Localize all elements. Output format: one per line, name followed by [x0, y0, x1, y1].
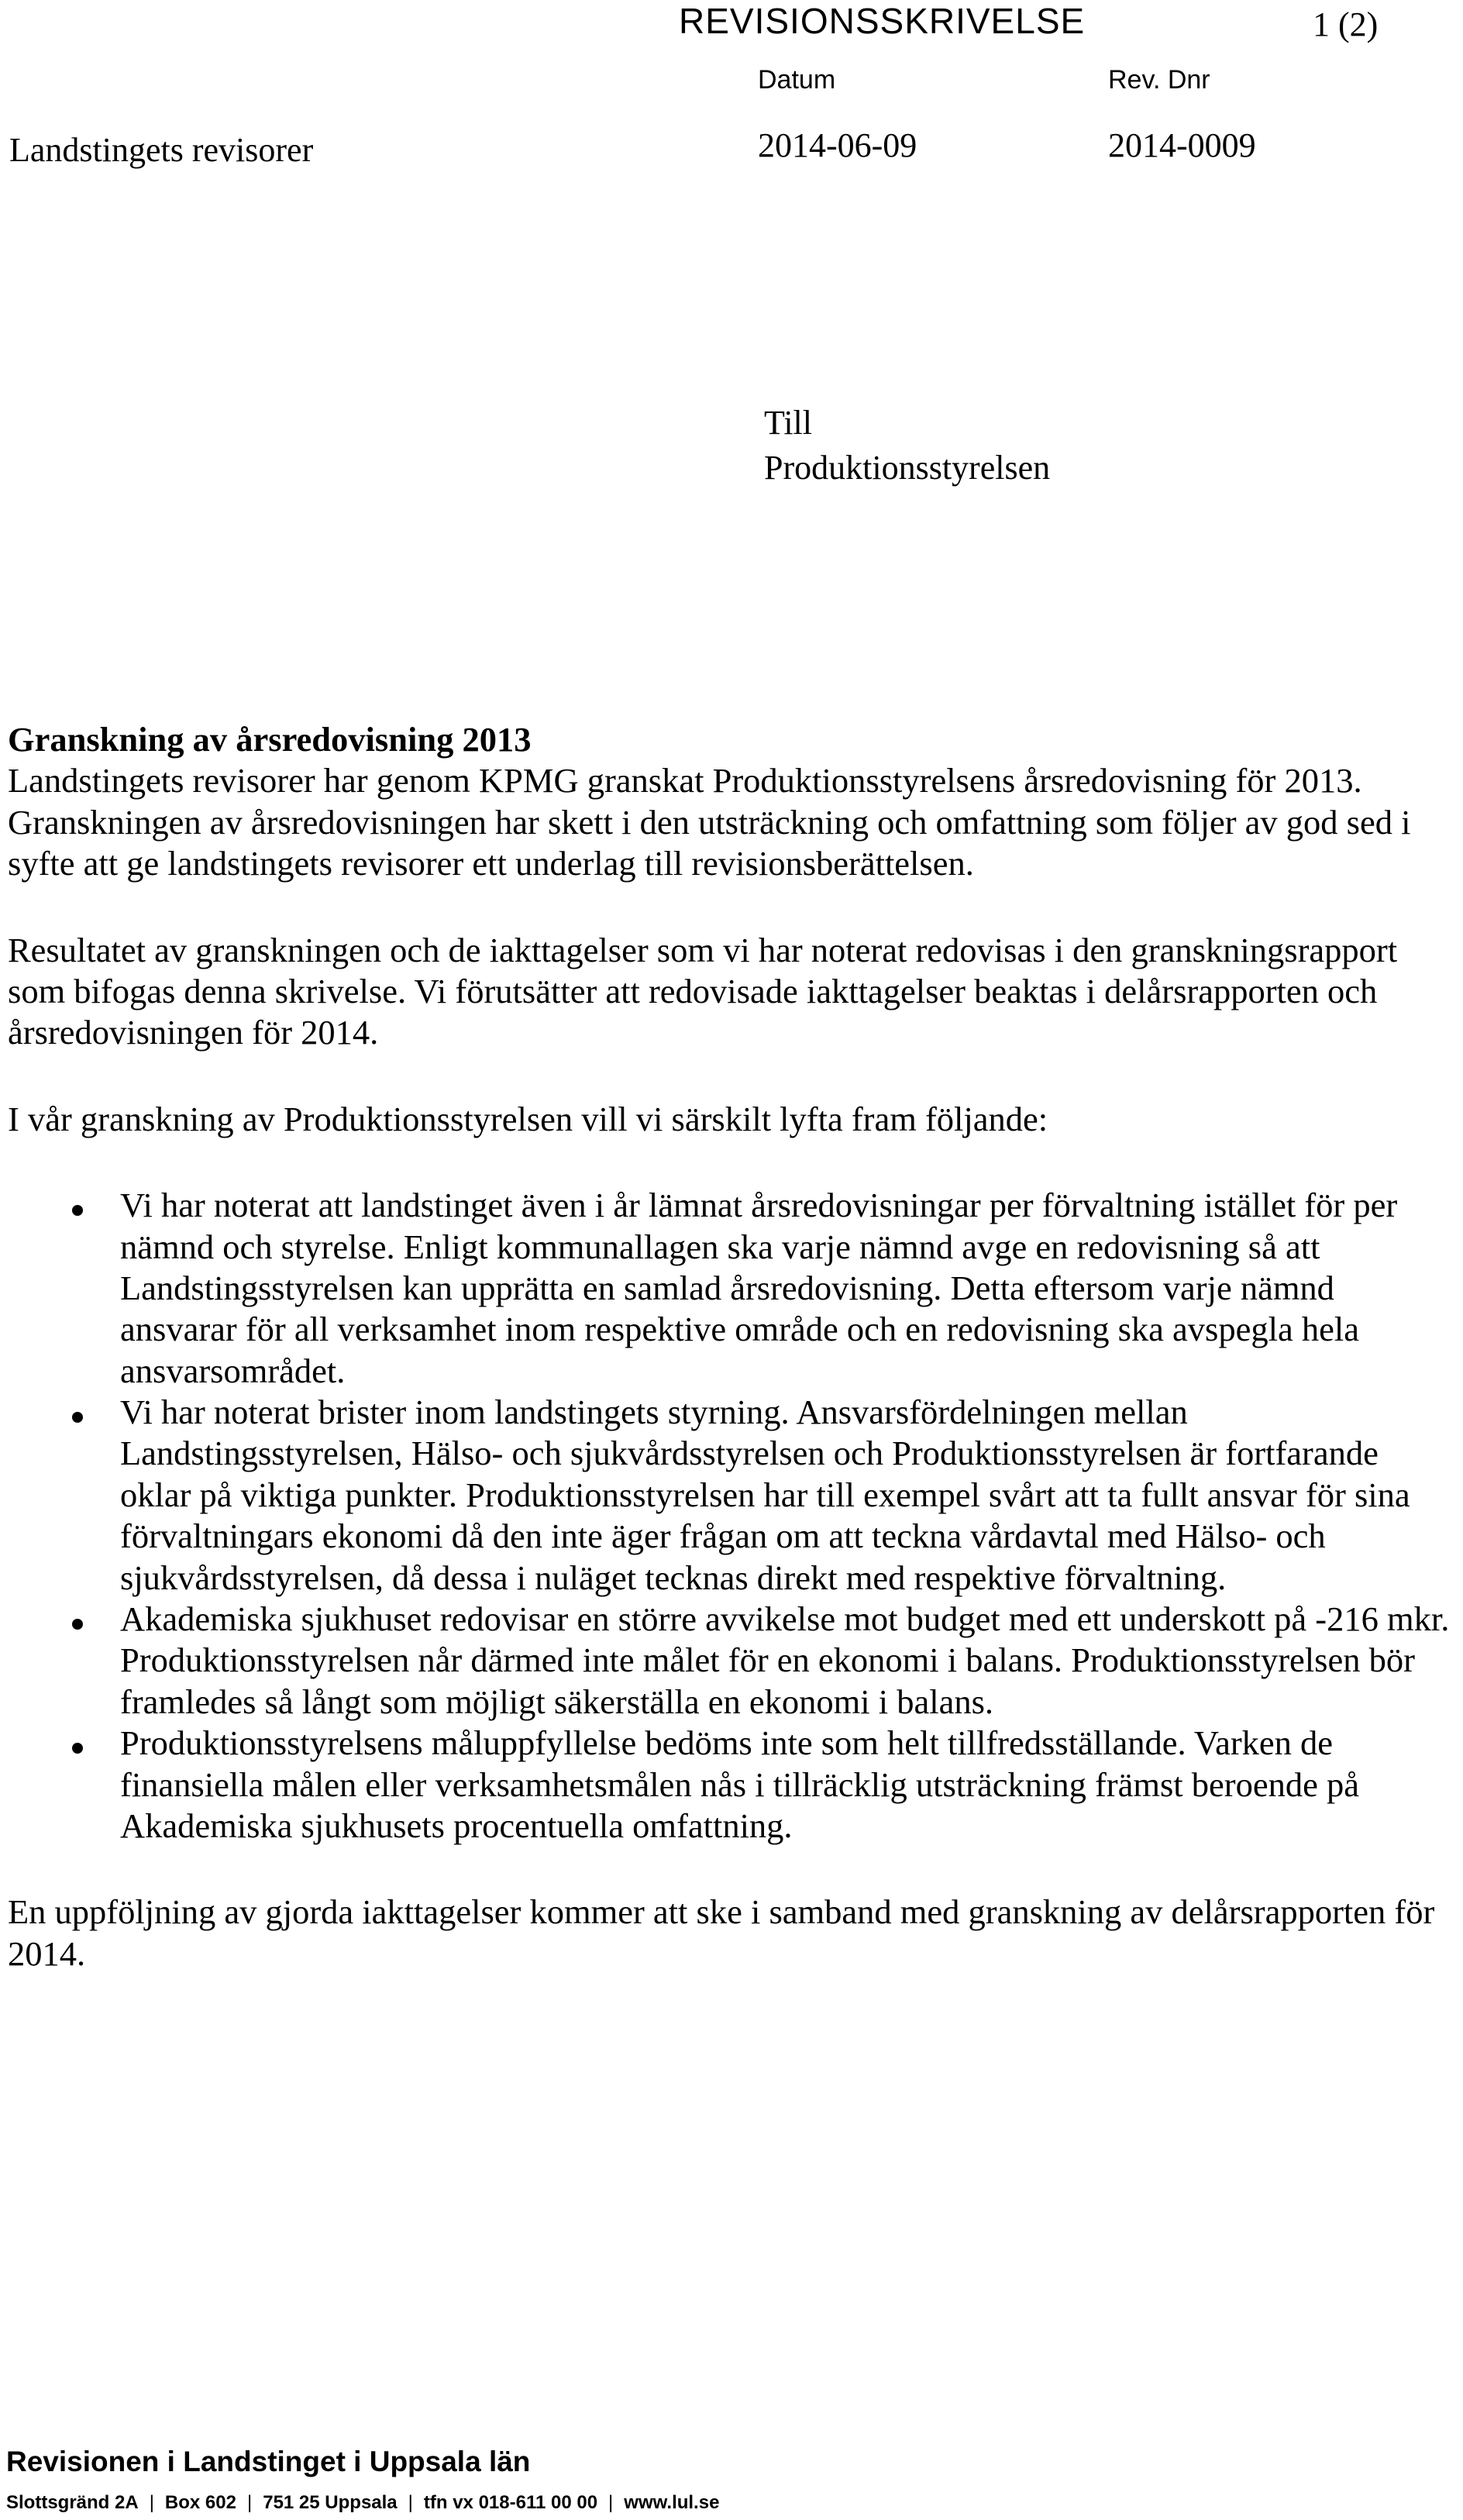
recipient-to: Till	[764, 404, 813, 442]
reference-label: Rev. Dnr	[1108, 65, 1210, 95]
footer-separator: |	[408, 2492, 413, 2513]
footer-separator: |	[246, 2492, 253, 2513]
list-item	[8, 1723, 1457, 1847]
paragraph-1-text: Landstingets revisorer har genom KPMG granskat Produktionsstyrelsens årsredovisning för 2013. Granskningen av årsredovisningen har skett i den utsträckning och omfattning som följer av god sed i syfte att ge landstingets revisorer ett underlag till revisionsberättelsen.	[8, 761, 1411, 883]
footer-separator: |	[608, 2492, 614, 2513]
list-item	[8, 1185, 1457, 1392]
footer-phone: tfn vx 018-611 00 00	[423, 2492, 598, 2513]
footer-separator: |	[149, 2492, 154, 2513]
reference-value: 2014-0009	[1108, 126, 1256, 164]
date-label: Datum	[758, 65, 836, 95]
list-item-text: Produktionsstyrelsens måluppfyllelse bedöms inte som helt tillfredsställande. Varken de finansiella målen eller verksamhetsmålen nås i tillräcklig utsträckning främst beroende på Akademiska sjukhusets procentuella omfattning.	[120, 1723, 1359, 1845]
recipient-name: Produktionsstyrelsen	[764, 449, 1051, 487]
footer-address: Slottsgränd 2A	[6, 2492, 139, 2513]
list-item-text: Vi har noterat att landstinget även i år lämnat årsredovisningar per förvaltning istället för per nämnd och styrelse. Enligt kommunallagen ska varje nämnd avge en redovisning så att Landstingsstyrelsen kan upprätta en samlad årsredovisning. Detta eftersom varje nämnd ansvarar för all verksamhet inom respektive område och en redovisning ska avspegla hela ansvarsområdet.	[120, 1186, 1398, 1390]
footer-postal: 751 25 Uppsala	[263, 2492, 398, 2513]
list-item	[8, 1392, 1457, 1599]
bullet-icon	[72, 1743, 83, 1754]
sender-organization: Landstingets revisorer	[9, 131, 314, 169]
footer-website: www.lul.se	[624, 2492, 720, 2513]
date-value: 2014-06-09	[758, 126, 917, 164]
paragraph-2: Resultatet av granskningen och de iakttagelser som vi har noterat redovisas i den granskningsrapport som bifogas denna skrivelse. Vi förutsätter att redovisade iakttagelser beaktas i delårsrapporten och årsredovisningen för 2014.	[8, 930, 1398, 1052]
list-item-text: Vi har noterat brister inom landstingets styrning. Ansvarsfördelningen mellan Landstingsstyrelsen, Hälso- och sjukvårdsstyrelsen och Produktionsstyrelsen är fortfarande oklar på viktiga punkter. Produktionsstyrelsen har till exempel svårt att ta fullt ansvar för sina förvaltningars ekonomi då den inte äger frågan om att teckna vårdavtal med Hälso- och sjukvårdsstyrelsen, då dessa i nuläget tecknas direkt med respektive förvaltning.	[120, 1393, 1410, 1597]
page-number: 1 (2)	[1313, 5, 1379, 43]
letter-body	[8, 719, 1457, 2019]
observations-list	[8, 1185, 1457, 1847]
footer-box: Box 602	[164, 2492, 236, 2513]
bullets-intro: I vår granskning av Produktionsstyrelsen vill vi särskilt lyfta fram följande:	[8, 1099, 1048, 1138]
footer-contact	[6, 2492, 719, 2514]
paragraph-1	[8, 719, 1457, 885]
footer-title: Revisionen i Landstinget i Uppsala län	[6, 2446, 531, 2477]
bullet-icon	[72, 1619, 83, 1630]
document-type: REVISIONSSKRIVELSE	[679, 1, 1086, 41]
list-item	[8, 1599, 1457, 1723]
bullet-icon	[72, 1205, 83, 1216]
closing-paragraph: En uppföljning av gjorda iakttagelser kommer att ske i samband med granskning av delårsrapporten för 2014.	[8, 1892, 1435, 1973]
list-item-text: Akademiska sjukhuset redovisar en större avvikelse mot budget med ett underskott på -216 mkr. Produktionsstyrelsen når därmed inte målet för en ekonomi i balans. Produktionsstyrelsen bör framledes så långt som möjligt säkerställa en ekonomi i balans.	[120, 1599, 1450, 1721]
bullet-icon	[72, 1412, 83, 1423]
section-heading: Granskning av årsredovisning 2013	[8, 720, 532, 759]
